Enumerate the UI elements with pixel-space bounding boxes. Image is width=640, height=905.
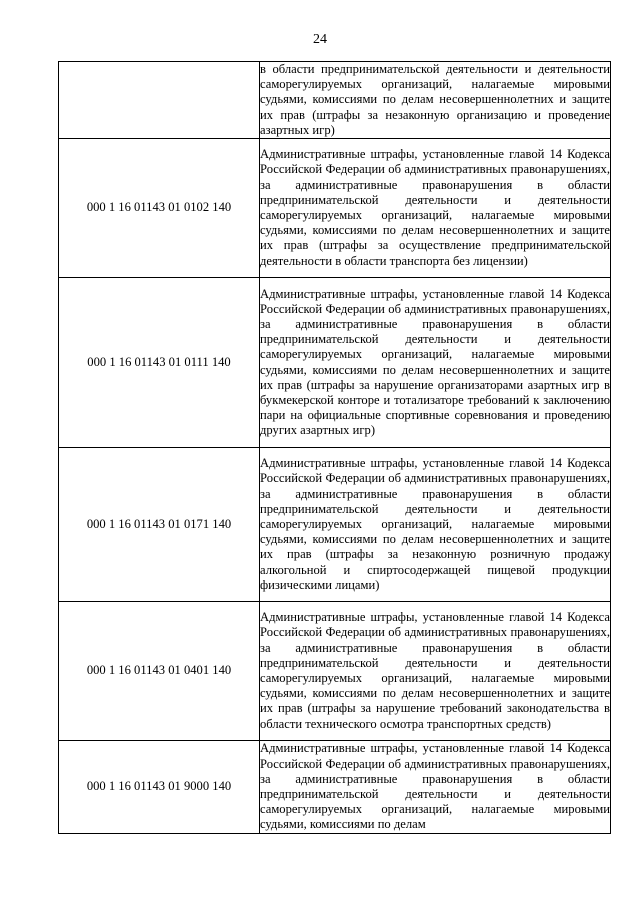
table-row <box>59 602 611 741</box>
description-text: Административные штрафы, установленные главой 14 Кодекса Российской Федерации об административных правонарушениях, за административные правонарушения в области предпринимательской деятельности и деятельности саморегулируемых организаций, налагаемые мировыми судьями, комиссиями по делам несовершеннолетних и защите их прав (штрафы за нарушение требований законодательства в области технического осмотра транспортных средств) <box>260 610 610 731</box>
description-cell <box>260 278 611 448</box>
description-cell <box>260 448 611 602</box>
description-text: Административные штрафы, установленные главой 14 Кодекса Российской Федерации об административных правонарушениях, за административные правонарушения в области предпринимательской деятельности и деятельности саморегулируемых организаций, налагаемые мировыми судьями, комиссиями по делам несовершеннолетних и защите их прав (штрафы за осуществление предпринимательской деятельности в области транспорта без лицензии) <box>260 147 610 268</box>
description-cell <box>260 741 611 834</box>
description-text: Административные штрафы, установленные главой 14 Кодекса Российской Федерации об административных правонарушениях, за административные правонарушения в области предпринимательской деятельности и деятельности саморегулируемых организаций, налагаемые мировыми судьями, комиссиями по делам несовершеннолетних и защите их прав (штрафы за незаконную розничную продажу алкогольной и спиртосодержащей пищевой продукции физическими лицами) <box>260 456 610 592</box>
page-number: 24 <box>313 32 327 47</box>
table-row <box>59 448 611 602</box>
description-text: Административные штрафы, установленные главой 14 Кодекса Российской Федерации об административных правонарушениях, за административные правонарушения в области предпринимательской деятельности и деятельности саморегулируемых организаций, налагаемые мировыми судьями, комиссиями по делам <box>260 741 610 832</box>
table-row <box>59 278 611 448</box>
table-row <box>59 741 611 834</box>
code-cell: 000 1 16 01143 01 0111 140 <box>59 278 260 448</box>
code-cell: 000 1 16 01143 01 9000 140 <box>59 741 260 834</box>
description-text: Административные штрафы, установленные главой 14 Кодекса Российской Федерации об административных правонарушениях, за административные правонарушения в области предпринимательской деятельности и деятельности саморегулируемых организаций, налагаемые мировыми судьями, комиссиями по делам несовершеннолетних и защите их прав (штрафы за нарушение организаторами азартных игр в букмекерской конторе и тотализаторе требований к заключению пари на официальные спортивные соревнования и проведению других азартных игр) <box>260 286 610 438</box>
description-cell <box>260 139 611 278</box>
table-row <box>59 139 611 278</box>
table-row <box>59 62 611 139</box>
description-text: в области предпринимательской деятельности и деятельности саморегулируемых организаций, налагаемые мировыми судьями, комиссиями по делам несовершеннолетних и защите их прав (штрафы за незаконную организацию и проведение азартных игр) <box>260 62 610 137</box>
code-cell: 000 1 16 01143 01 0171 140 <box>59 448 260 602</box>
code-cell <box>59 62 260 139</box>
code-cell: 000 1 16 01143 01 0401 140 <box>59 602 260 741</box>
code-cell: 000 1 16 01143 01 0102 140 <box>59 139 260 278</box>
description-cell <box>260 602 611 741</box>
budget-codes-table <box>58 61 611 834</box>
description-cell <box>260 62 611 139</box>
